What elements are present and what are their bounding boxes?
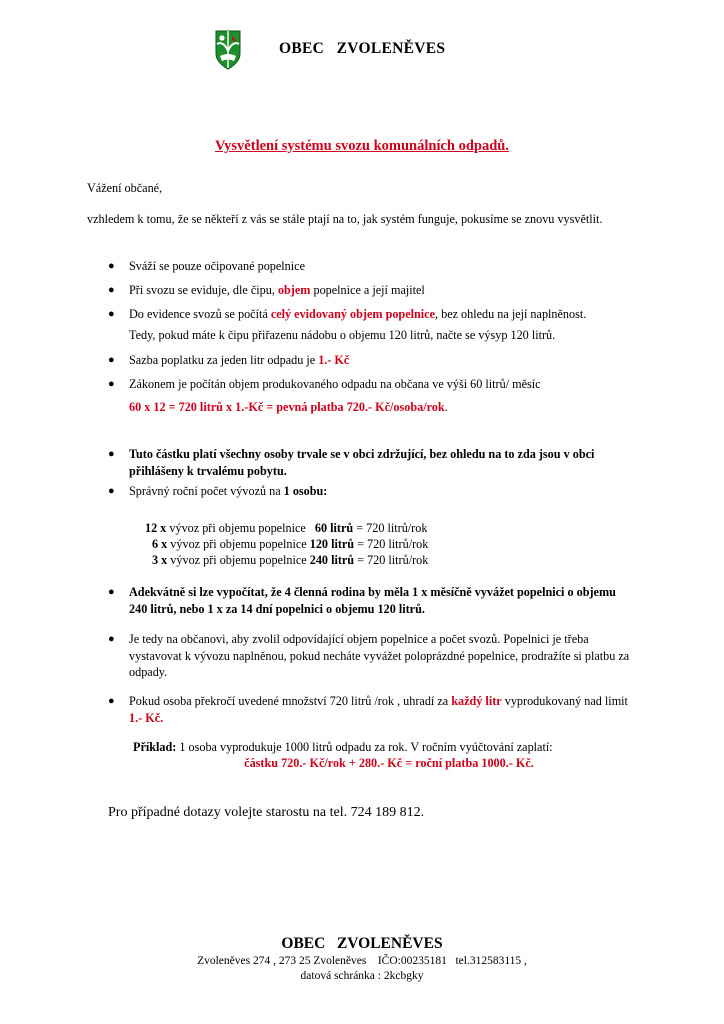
bullet-dot-icon: ● (108, 448, 115, 460)
bullet-text-6: Tuto částku platí všechny osoby trvale se v obci zdržující, bez ohledu na to zda jsou v obci přihlášeny k trvalému pobytu. (129, 447, 595, 478)
bullet-text-7: Správný roční počet vývozů na 1 osobu: (129, 484, 328, 498)
header-title: OBEC ZVOLENĚVES (279, 40, 446, 57)
example-row-3: 3 x vývoz při objemu popelnice 240 litrů = 720 litrů/rok (152, 553, 429, 567)
example-row-2: 6 x vývoz při objemu popelnice 120 litrů = 720 litrů/rok (152, 537, 429, 551)
bullet-dot-icon: ● (108, 284, 115, 296)
bullet-dot-icon: ● (108, 260, 115, 272)
intro-paragraph: vzhledem k tomu, že se někteří z vás se stále ptají na to, jak systém funguje, pokusíme se znovu vysvětlit. (87, 212, 603, 226)
bullet-text-8: Adekvátně si lze vypočítat, že 4 členná rodina by měla 1 x měsíčně vyvážet popelnici o objemu 240 litrů, nebo 1 x za 14 dní popelnici o objemu 120 litrů. (129, 585, 616, 616)
bullet-text-5: Zákonem je počítán objem produkovaného odpadu na občana ve výši 60 litrů/ měsíc (129, 377, 541, 391)
bullet-dot-icon: ● (108, 308, 115, 320)
bullet-text-1: Sváží se pouze očipované popelnice (129, 259, 305, 273)
fixed-fee-formula: 60 x 12 = 720 litrů x 1.-Kč = pevná platba 720.- Kč/osoba/rok. (129, 400, 448, 414)
bullet-dot-icon: ● (108, 586, 115, 598)
footer-address: Zvoleněves 274 , 273 25 Zvoleněves IČO:00235181 tel.312583115 , (197, 955, 527, 967)
bullet-text-9: Je tedy na občanovi, aby zvolil odpovídající objem popelnice a počet svozů. Popelnici je třeba vystavovat k vývozu naplněnou, pokud necháte vyvážet poloprázdné popelnice, prodražíte si platbu za odpady. (129, 632, 630, 679)
example-result: částku 720.- Kč/rok + 280.- Kč = roční platba 1000.- Kč. (244, 756, 534, 770)
bullet-dot-icon: ● (108, 485, 115, 497)
example-row-1: 12 x vývoz při objemu popelnice 60 litrů = 720 litrů/rok (145, 521, 428, 535)
bullet-dot-icon: ● (108, 695, 115, 707)
footer-title: OBEC ZVOLENĚVES (281, 935, 443, 952)
bullet-text-2: Při svozu se eviduje, dle čipu, objem popelnice a její majitel (129, 283, 425, 297)
footer-databox: datová schránka : 2kcbgky (300, 970, 424, 982)
example-calculation: Příklad: 1 osoba vyprodukuje 1000 litrů odpadu za rok. V ročním vyúčtování zaplatí: (133, 740, 553, 754)
greeting: Vážení občané, (87, 181, 163, 195)
village-crest-icon (215, 30, 241, 70)
bullet-dot-icon: ● (108, 354, 115, 366)
bullet-text-4: Sazba poplatku za jeden litr odpadu je 1.- Kč (129, 353, 350, 367)
bullet-text-10: Pokud osoba překročí uvedené množství 720 litrů /rok , uhradí za každý litr vyprodukovaný nad limit 1.- Kč. (129, 694, 628, 725)
bullet-text-3-continued: Tedy, pokud máte k čipu přiřazenu nádobu o objemu 120 litrů, načte se výsyp 120 litrů. (129, 328, 556, 342)
document-title: Vysvětlení systému svozu komunálních odpadů. (215, 138, 509, 154)
contact-line: Pro případné dotazy volejte starostu na tel. 724 189 812. (108, 805, 425, 820)
bullet-dot-icon: ● (108, 633, 115, 645)
bullet-text-3: Do evidence svozů se počítá celý evidovaný objem popelnice, bez ohledu na její naplněnost. (129, 307, 587, 321)
bullet-dot-icon: ● (108, 378, 115, 390)
